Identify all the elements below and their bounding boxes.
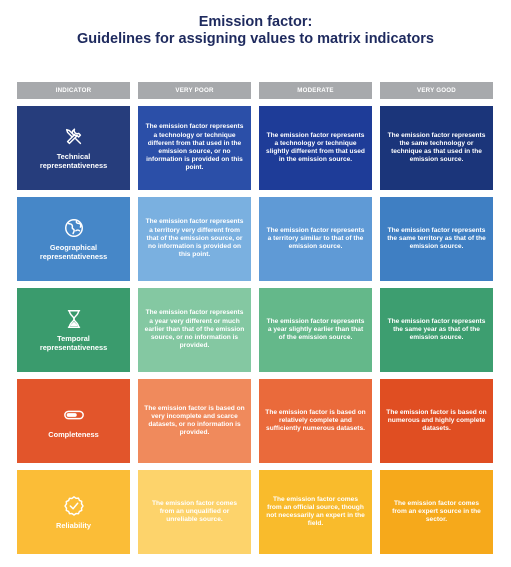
cell-geographical-very-good: The emission factor represents the same territory as that of the emission source. xyxy=(380,197,493,281)
indicator-label: Geographical representativeness xyxy=(39,243,108,261)
cell-reliability-very-good: The emission factor comes from an expert source in the sector. xyxy=(380,470,493,554)
indicator-label: Technical representativeness xyxy=(39,152,108,170)
cell-geographical-very-poor: The emission factor represents a territory very different from that of the emission source, or no information is provided on this point. xyxy=(138,197,251,281)
title-line-2: Guidelines for assigning values to matrix indicators xyxy=(77,31,434,47)
cell-technical-very-poor: The emission factor represents a technology or technique different from that used in the emission source, or no information is provided on this point. xyxy=(138,106,251,190)
cell-technical-very-good: The emission factor represents the same technology or technique as that used in the emission source. xyxy=(380,106,493,190)
indicator-reliability xyxy=(17,470,130,554)
cell-completeness-very-good: The emission factor is based on numerous and highly complete datasets. xyxy=(380,379,493,463)
indicator-matrix xyxy=(17,82,493,554)
indicator-label: Completeness xyxy=(48,429,99,439)
cell-technical-moderate: The emission factor represents a technology or technique slightly different from that used in the emission source. xyxy=(259,106,372,190)
hourglass-icon xyxy=(63,308,85,330)
cell-temporal-very-poor: The emission factor represents a year very different or much earlier than that of the emission source, or no information is provided. xyxy=(138,288,251,372)
cell-completeness-very-poor: The emission factor is based on very incomplete and scarce datasets, or no information is provided. xyxy=(138,379,251,463)
header-very-good: VERY GOOD xyxy=(380,82,493,99)
header-moderate: MODERATE xyxy=(259,82,372,99)
indicator-label: Temporal representativeness xyxy=(39,334,108,352)
indicator-label: Reliability xyxy=(56,520,91,530)
cell-temporal-moderate: The emission factor represents a year slightly earlier than that of the emission source. xyxy=(259,288,372,372)
indicator-technical xyxy=(17,106,130,190)
indicator-temporal xyxy=(17,288,130,372)
title-line-1: Emission factor: xyxy=(198,14,313,30)
indicator-completeness xyxy=(17,379,130,463)
cell-reliability-very-poor: The emission factor comes from an unqualified or unreliable source. xyxy=(138,470,251,554)
header-indicator: INDICATOR xyxy=(17,82,130,99)
wrench-screwdriver-icon xyxy=(63,126,85,148)
page-title xyxy=(0,14,511,48)
checkmark-badge-icon xyxy=(63,495,85,517)
progress-bar-icon xyxy=(63,404,85,426)
header-very-poor: VERY POOR xyxy=(138,82,251,99)
cell-geographical-moderate: The emission factor represents a territory similar to that of the emission source. xyxy=(259,197,372,281)
cell-temporal-very-good: The emission factor represents the same year as that of the emission source. xyxy=(380,288,493,372)
indicator-geographical xyxy=(17,197,130,281)
globe-icon xyxy=(63,217,85,239)
cell-completeness-moderate: The emission factor is based on relatively complete and sufficiently numerous datasets. xyxy=(259,379,372,463)
cell-reliability-moderate: The emission factor comes from an official source, though not necessarily an expert in the field. xyxy=(259,470,372,554)
